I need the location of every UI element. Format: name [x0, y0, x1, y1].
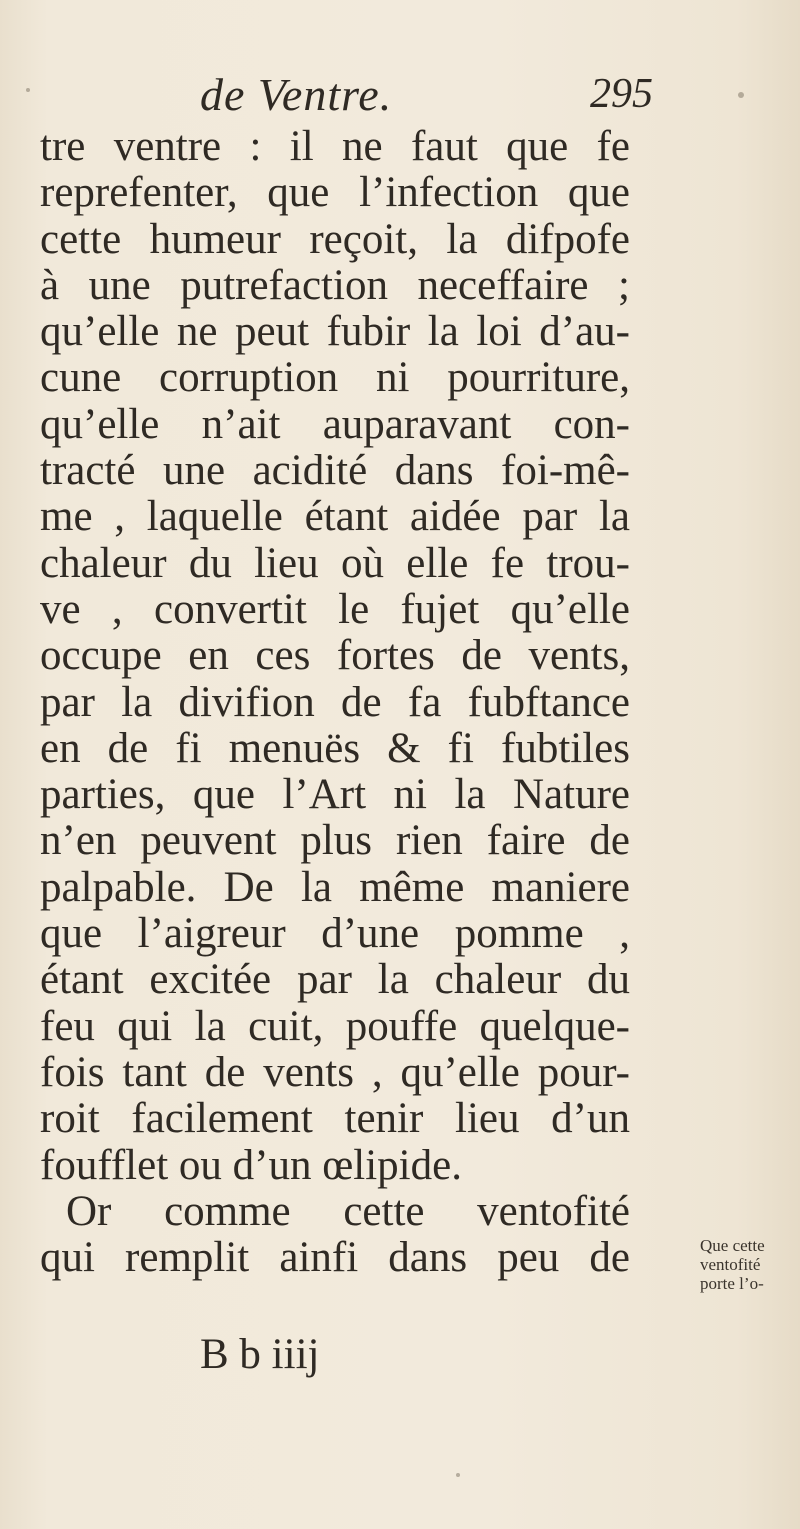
marginal-note: [700, 1236, 800, 1293]
text-line: me , laquelle étant aidée par la: [40, 493, 630, 541]
text-line: à une putrefaction neceffaire ;: [40, 261, 630, 309]
text-line: parties, que l’Art ni la Nature: [40, 771, 630, 819]
text-line: roit facilement tenir lieu d’un: [40, 1095, 630, 1143]
text-line: chaleur du lieu où elle fe trou-: [40, 539, 630, 587]
text-line: feu qui la cuit, pouffe quelque-: [40, 1002, 630, 1050]
text-line: cune corruption ni pourriture,: [40, 354, 630, 402]
marginal-note-line: porte l’o-: [700, 1274, 764, 1293]
signature-text: B b iiij: [200, 1331, 320, 1378]
text-line: palpable. De la même maniere: [40, 863, 630, 911]
page-number: 295: [590, 71, 653, 117]
text-line: qu’elle ne peut fubir la loi d’au-: [40, 308, 630, 356]
text-line: qui remplit ainfi dans peu de: [40, 1234, 630, 1282]
text-line: en de fi menuës & fi fubtiles: [40, 724, 630, 772]
text-line: qu’elle n’ait auparavant con-: [40, 400, 630, 448]
body-text: [40, 124, 630, 1281]
text-line: cette humeur reçoit, la difpofe: [40, 215, 630, 263]
running-title: de Ventre.: [200, 69, 393, 120]
text-line: foufflet ou d’un œlipide.: [40, 1141, 462, 1189]
marginal-note-line: ventofité: [700, 1255, 761, 1274]
text-line: ve , convertit le fujet qu’elle: [40, 585, 630, 633]
paper-speck: [738, 92, 744, 98]
marginal-note-line: Que cette: [700, 1236, 765, 1255]
text-line: tre ventre : il ne faut que fe: [40, 123, 630, 170]
paragraph-start-line: Or comme cette ventofité: [66, 1187, 630, 1235]
text-line: fois tant de vents , qu’elle pour-: [40, 1048, 630, 1096]
paper-speck: [26, 88, 30, 92]
text-line: par la divifion de fa fubftance: [40, 678, 630, 726]
paper-speck: [456, 1473, 460, 1477]
text-line: que l’aigreur d’une pomme ,: [40, 910, 630, 958]
text-line: tracté une acidité dans foi-mê-: [40, 447, 630, 495]
text-line: reprefenter, que l’infection que: [40, 169, 630, 217]
text-line: n’en peuvent plus rien faire de: [40, 817, 630, 865]
page-header: [0, 68, 800, 128]
text-line: étant excitée par la chaleur du: [40, 956, 630, 1004]
text-line: occupe en ces fortes de vents,: [40, 632, 630, 680]
